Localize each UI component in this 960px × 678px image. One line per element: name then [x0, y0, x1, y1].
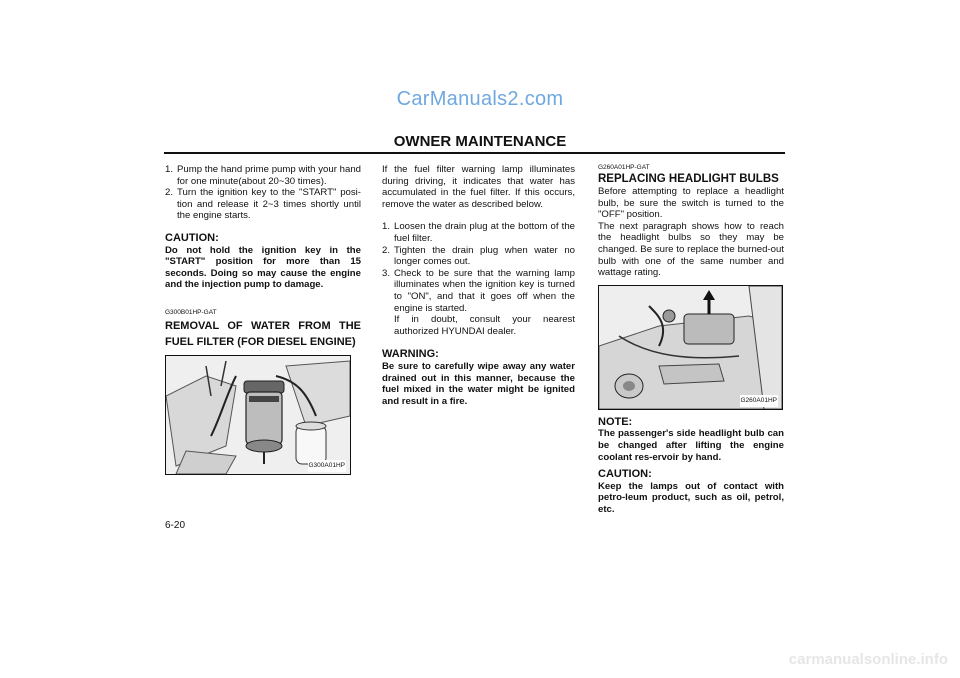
- step-text: Turn the ignition key to the "START" posi-tion and release it 2~3 times shortly until the engine starts.: [177, 187, 361, 222]
- caution-text: Do not hold the ignition key in the "START" position for more than 15 seconds. Doing so may cause the engine and the injection pump to damage.: [165, 244, 361, 291]
- watermark-bottom: carmanualsonline.info: [788, 651, 948, 668]
- list-item: [165, 187, 361, 222]
- column-2: [382, 164, 575, 407]
- fuel-filter-figure: [165, 355, 351, 475]
- step-text: Pump the hand prime pump with your hand for one minute(about 20~30 times).: [177, 164, 361, 187]
- prime-pump-steps: [165, 164, 361, 222]
- note-text: The passenger's side headlight bulb can be changed after lifting the engine coolant res-ervoir by hand.: [598, 428, 784, 463]
- page-title: OWNER MAINTENANCE: [393, 133, 567, 150]
- section-code: G300B01HP-GAT: [165, 308, 217, 316]
- step-number: 2.: [382, 244, 391, 256]
- caution-text: Keep the lamps out of contact with petro-leum product, such as oil, petrol, etc.: [598, 480, 784, 515]
- body-paragraph: The next paragraph shows how to reach the headlight bulbs so they may be changed. Be sure to replace the burned-out bulb with one of the same number and wattage rating.: [598, 220, 784, 279]
- column-3: [598, 164, 784, 516]
- warning-text: Be sure to carefully wipe away any water drained out in this manner, because the fuel mixed in the water might be ignited and result in a fire.: [382, 360, 575, 407]
- note-heading: NOTE:: [598, 415, 633, 428]
- drain-steps: [382, 221, 575, 337]
- step-number: 2.: [165, 187, 174, 199]
- header-divider: [164, 152, 785, 154]
- step-text: Loosen the drain plug at the bottom of the fuel filter.: [394, 221, 575, 244]
- intro-paragraph: If the fuel filter warning lamp illuminates during driving, it indicates that water has accumulated in the fuel filter. If this occurs, remove the water as described below.: [382, 164, 575, 210]
- list-item: [382, 268, 575, 338]
- list-item: [382, 221, 575, 244]
- section-title: REPLACING HEADLIGHT BULBS: [598, 173, 779, 185]
- headlight-illustration: [599, 286, 782, 409]
- figure-code: G300A01HP: [308, 460, 347, 472]
- step-number: 3.: [382, 267, 391, 279]
- step-text: Check to be sure that the warning lamp illuminates when the ignition key is turned to "ON", and that it goes off when the engine is started.: [394, 267, 575, 314]
- step-extra-text: If in doubt, consult your nearest authorized HYUNDAI dealer.: [394, 314, 575, 337]
- step-number: 1.: [382, 221, 391, 233]
- headlight-figure: [598, 285, 783, 410]
- page-number: 6-20: [165, 520, 186, 531]
- list-item: [382, 245, 575, 268]
- section-title: REMOVAL OF WATER FROM THE FUEL FILTER (FOR DIESEL ENGINE): [165, 319, 361, 348]
- figure-code: G260A01HP: [740, 395, 779, 407]
- caution-heading: CAUTION:: [165, 231, 219, 244]
- step-number: 1.: [165, 164, 174, 175]
- intro-paragraph: Before attempting to replace a headlight bulb, be sure the switch is turned to the "OFF" position.: [598, 186, 784, 221]
- list-item: [165, 164, 361, 187]
- warning-heading: WARNING:: [382, 348, 439, 361]
- column-1: [165, 164, 361, 475]
- watermark-top: CarManuals2.com: [396, 88, 564, 110]
- step-text: Tighten the drain plug when water no longer comes out.: [394, 244, 575, 268]
- fuel-filter-illustration: [166, 356, 350, 474]
- section-code: G260A01HP-GAT: [598, 164, 650, 171]
- caution-heading: CAUTION:: [598, 468, 652, 481]
